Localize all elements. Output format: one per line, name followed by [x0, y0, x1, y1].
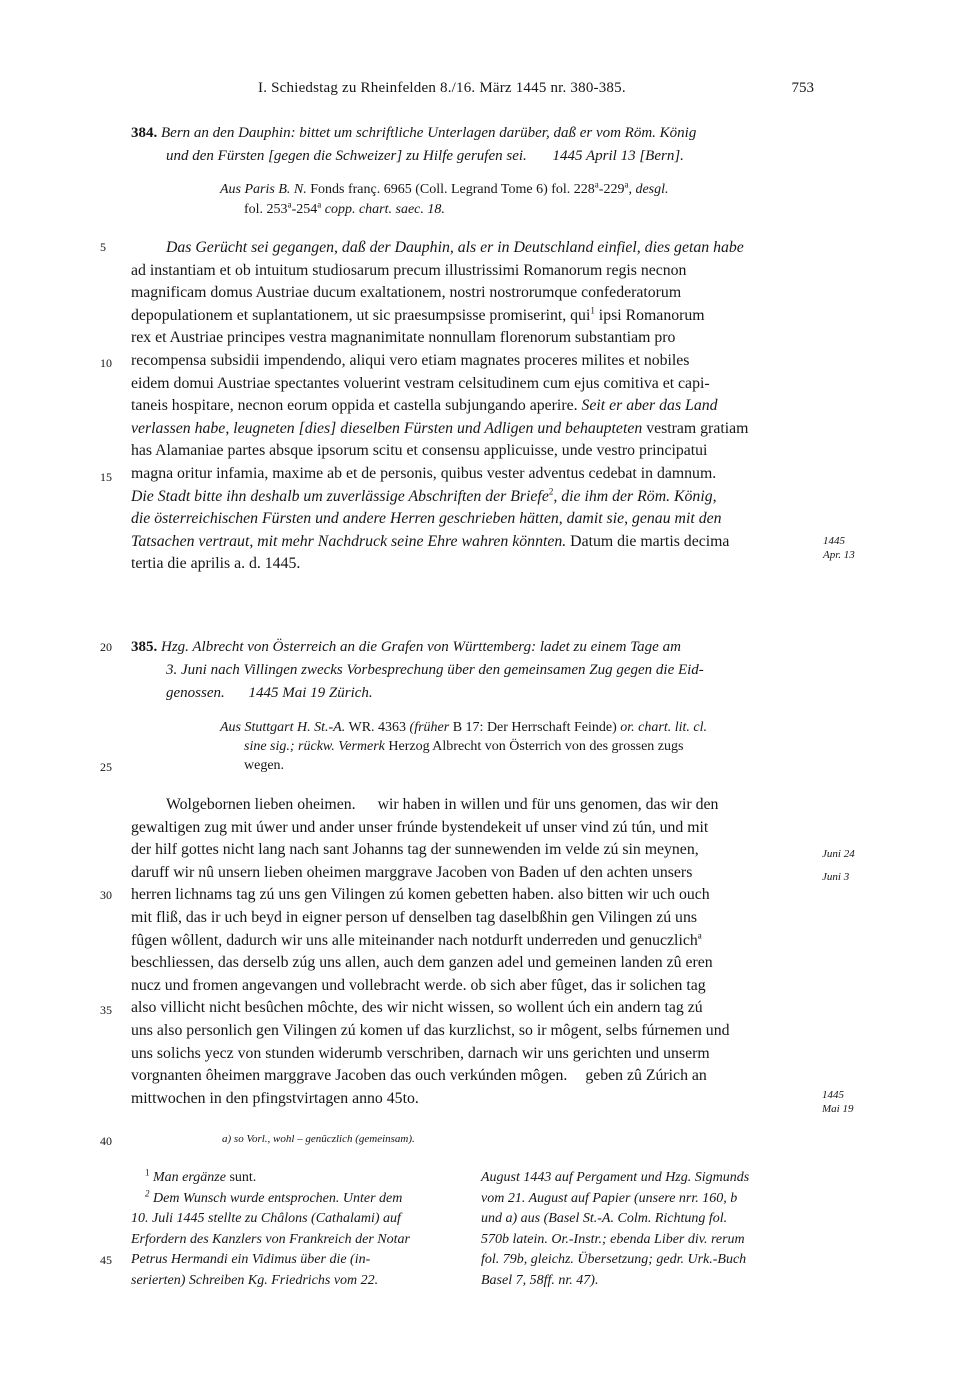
- footnotes-left: $^1$ Man ergänze sunt. $^2$ Dem Wunsch wurde entsprochen. Unter dem 10. Juli 1445 stellte zu Châlons (Cathalami) auf Erfordern des Kanzlers von Frankreich der Notar Petrus Hermandi ein Vidimus über die (in- serierten) Schreiben Kg. Friedrichs vom 22.: [131, 1168, 457, 1291]
- line-number: 5: [100, 240, 106, 254]
- line-number: 30: [100, 888, 112, 902]
- line-number: 45: [100, 1253, 112, 1267]
- line-number: 20: [100, 640, 112, 654]
- running-title: I. Schiedstag zu Rheinfelden 8./16. März 1445 nr. 380-385.: [258, 80, 626, 96]
- line-number: 40: [100, 1134, 112, 1148]
- footnote-1: $^1$ Man ergänze sunt.: [145, 1167, 257, 1185]
- apparatus-note-a: a) so Vorl., wohl – genûczlich (gemeinsam).: [222, 1133, 415, 1145]
- doc384-body: Das Gerücht sei gegangen, daß der Dauphin, als er in Deutschland einfiel, dies getan habe ad instantiam et ob intuitum studiosarum precum illustrissimi Romanorum regis necnon magnificam domus Austriae ducum exaltationem, nostri nostrorumque confederatorum depopulationem et suplantationem, ut sic praesumpsisse promiserint, qui$^1$ ipsi Romanorum rex et Austriae principes vestra magnanimitate nonnullam florenorum substantiam pro recompensa subsidii impendendo, aliqui vero etiam magnates proceres milites et nobiles eidem domui Austriae spectantes voluerint vestram celsitudinem cum ejus comitiva et capi- taneis hospitare, necnon eorum oppida et castella subjungando aperire. Seit er aber das Land verlassen habe, leugneten [dies] dieselben Fürsten und Adligen und behaupteten vestram gratiam has Alamaniae partes absque ipsorum scitu et consensu applicuisse, unde vestro principatui magna oritur infamia, maxime ab et de personis, quibus vester adventus cedebat in damnum. Die Stadt bitte ihn deshalb um zuverlässige Abschriften der Briefe$^2$, die ihm der Röm. König, die österreichischen Fürsten und andere Herren geschrieben hätten, damit sie, genau mit den Tatsachen vertraut, mit mehr Nachdruck seine Ehre wahren könnten. Datum die martis decima tertia die aprilis a. d. 1445.: [131, 239, 749, 573]
- doc385-source-line2: sine sig.; rückw. Vermerk Herzog Albrecht von Österrich von des grossen zugs: [244, 739, 684, 754]
- margin-date-juni24: Juni 24: [822, 848, 855, 860]
- footnote-2: $^2$ Dem Wunsch wurde entsprochen. Unter dem: [145, 1187, 403, 1206]
- doc385-body: Wolgebornen lieben oheimen. wir haben in willen und für uns genomen, das wir den gewaltigen zug mit úwer und ander unser frúnde bystendekeit uf unser vind zú tún, und mit der hilf gottes nicht lang nach sant Johanns tag der sunnewenden im velde zú sin meynen, daruff wir nû unsern lieben oheimen marggrave Jacoben von Baden uf den achten unsers herren lichnams tag zú uns gen Vilingen zú komen gebetten haben. also bitten wir uch ouch mit fliß, das ir uch beyd in eigner person uf denselben tag daselbßhin gen Vilingen zú uns fûgen wôllent, dadurch wir uns alle miteinander nach notdurft underreden und genuczlich$^a$ beschliessen, das derselb zúg uns allen, auch dem ganzen adel und gemeinen landen zû eren nucz und fromen angevangen und vollebracht werde. ob sich aber fûget, das ir solichen tag also villicht nicht besûchen môchte, des wir nicht wissen, so wollent úch ein andern tag zú uns also personlich gen Vilingen zú komen uf das kurzlichst, so ir môgent, selbs fúrnemen und uns solichs yecz von stunden widerumb verschriben, darnach wir uns gerichten und unserm vorgnanten ôheimen marggrave Jacoben das ouch verkúnden môgen. geben zû Zúrich an mittwochen in den pfingstvirtagen anno 45to.: [131, 796, 730, 1107]
- line-number: 35: [100, 1003, 112, 1017]
- line-number: 15: [100, 470, 112, 484]
- doc385-source-line3: wegen.: [244, 758, 285, 773]
- line-number: 25: [100, 760, 112, 774]
- doc384-source-line2: fol. 253$^a$-254$^a$ copp. chart. saec. 18.: [244, 199, 445, 217]
- doc384-source-line1: Aus Paris B. N. Fonds franç. 6965 (Coll. Legrand Tome 6) fol. 228$^a$-229$^a$, desgl.: [220, 179, 669, 197]
- doc385-regest-date: 1445 Mai 19 Zürich.: [248, 685, 373, 701]
- doc385-regest-line1: 385. Hzg. Albrecht von Österreich an die Grafen von Württemberg: ladet zu einem Tage am: [131, 639, 681, 655]
- doc384-number: 384.: [131, 125, 158, 141]
- page-number: 753: [791, 80, 814, 96]
- footnotes-right: August 1443 auf Pergament und Hzg. Sigmunds vom 21. August auf Papier (unsere nrr. 160, b und a) aus (Basel St.-A. Colm. Richtung fol. 570b latein. Or.-Instr.; ebenda Liber div. rerum fol. 79b, gleichz. Übersetzung; gedr. Urk.-Buch Basel 7, 58ff. nr. 47).: [481, 1170, 750, 1288]
- doc385-source-line1: Aus Stuttgart H. St.-A. WR. 4363 (früher B 17: Der Herrschaft Feinde) or. chart. lit. cl.: [220, 720, 708, 735]
- margin-date-385: 1445 Mai 19: [822, 1089, 854, 1115]
- margin-date-juni3: Juni 3: [822, 871, 850, 883]
- margin-date-384: 1445 Apr. 13: [823, 535, 855, 561]
- doc385-number: 385.: [131, 639, 158, 655]
- doc384-regest-line2: und den Fürsten [gegen die Schweizer] zu Hilfe gerufen sei. 1445 April 13 [Bern].: [166, 148, 684, 164]
- doc385-regest-line3: genossen. 1445 Mai 19 Zürich.: [166, 685, 373, 701]
- doc385-regest-line2: 3. Juni nach Villingen zwecks Vorbesprechung über den gemeinsamen Zug gegen die Eid-: [166, 662, 704, 678]
- doc384-regest-date: 1445 April 13 [Bern].: [552, 148, 684, 164]
- doc384-regest-line1: 384. Bern an den Dauphin: bittet um schriftliche Unterlagen darüber, daß er vom Röm. König: [131, 125, 697, 141]
- line-number: 10: [100, 356, 112, 370]
